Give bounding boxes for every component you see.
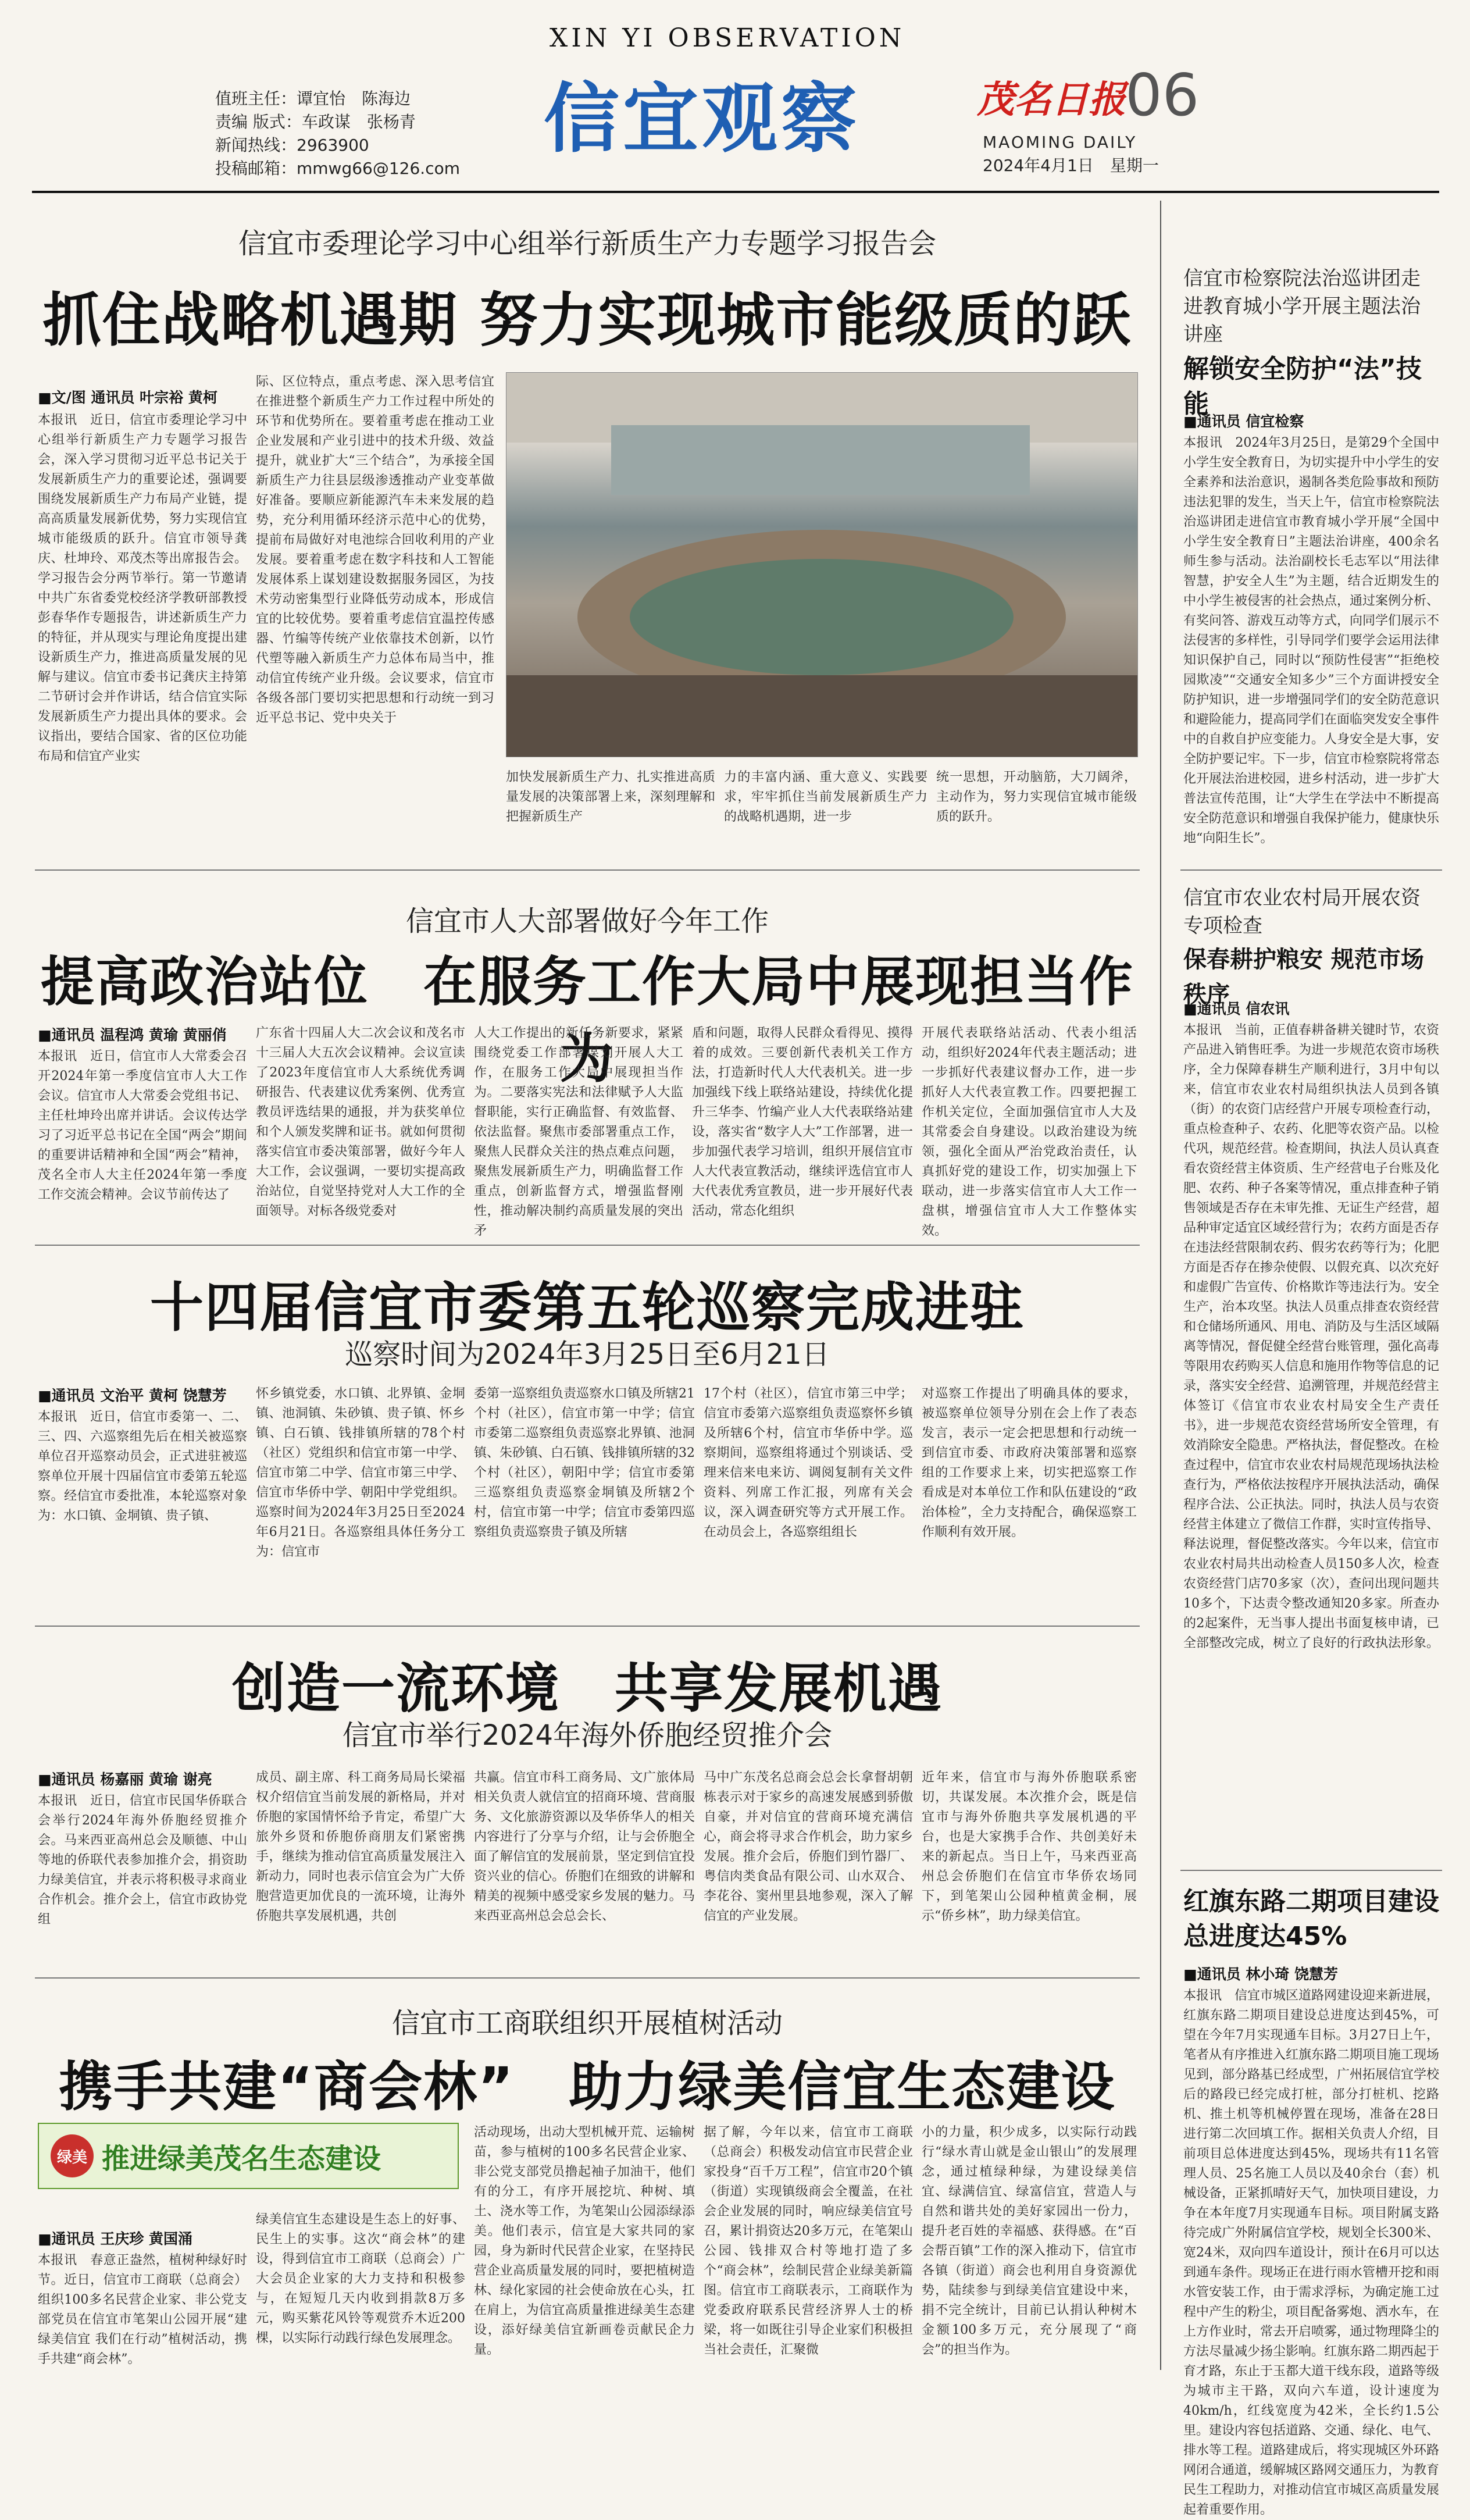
- meeting-photo-illustration: [506, 373, 1137, 757]
- article5-byline: ■通讯员 王庆珍 黄国涌: [38, 2230, 193, 2247]
- sidebar1-body: 本报讯 2024年3月25日，是第29个全国中小学生安全教育日，为切实提升中小学生的安全素养和法治意识，遏制各类危险事故和预防违法犯罪的发生，当天上午，信宜市检察院法治巡讲团走进信宜市教育城小学开展“全国中小学生安全教育日”主题法治讲座，400余名师生参与活动。法治副校长毛志军以“用法律智慧，护安全人生”为主题，结合近期发生的中小学生被侵害的社会热点，通过案例分析、有奖问答、游戏互动等方式，向同学们展示不法侵害的多样性，引导同学们要学会运用法律知识保护自己，同时以“预防性侵害”“拒绝校园欺凌”“交通安全知多少”三个方面讲授安全防护知识，进一步增强同学们的安全防范意识和避险能力，提高同学们在面临突发安全事件中的自救自护应变能力。人身安全是大事，安全防护要记牢。下一步，信宜市检察院将常态化开展法治进校园，进乡村活动，进一步扩大普法宣传范围，让“大学生在学法中不断提高安全防范意识和增强自我保护能力，健康快乐地“向阳生长”。: [1183, 436, 1440, 846]
- article3-col5: 对巡察工作提出了明确具体的要求，被巡察单位领导分别在会上作了表态发言，表示一定会把思想和行动统一到信宜市委、市政府决策部署和巡察组的工作要求上来，切实把巡察工作看成是对本单位工作和队伍建设的“政治体检”，全力支持配合，确保巡察工作顺利有效开展。: [922, 1386, 1137, 1539]
- article4-col1: 本报讯 近日，信宜市民国华侨联合会举行2024年海外侨胞经贸推介会。马来西亚高州总会及顺德、中山等地的侨联代表参加推介会，捐资助力绿美信宜，并表示将积极寻求商业合作机会。推介会上，信宜市政协党组: [38, 1794, 247, 1927]
- article4-bottom-rule: [35, 1977, 1140, 1979]
- article3-subhead: 巡察时间为2024年3月25日至6月21日: [345, 1338, 830, 1371]
- article3-col1: 本报讯 近日，信宜市委第一、二、三、四、六巡察组先后在相关被巡察单位召开巡察动员会，正式进驻被巡察单位开展十四届信宜市委第五轮巡察。经信宜市委批准，本轮巡察对象为：水口镇、金垌镇、贵子镇、: [38, 1410, 247, 1523]
- article2-col2: 广东省十四届人大二次会议和茂名市十三届人大五次会议精神。会议宣读了2023年度信宜市人大系统优秀调研报告、代表建议优秀案例、优秀宣教员评选结果的通报，并为获奖单位和个人颁发奖牌和证书。就如何贯彻落实信宜市委决策部署，做好今年人大工作，会议强调，一要切实提高政治站位，自觉坚持党对人大工作的全面领导。对标各级党委对: [256, 1026, 465, 1218]
- article2-headline: 提高政治站位 在服务工作大局中展现担当作为: [40, 951, 1134, 1090]
- article4-col4: 马中广东茂名总商会总会长拿督胡朝栋表示对于家乡的高速发展感到骄傲自豪，并对信宜的营商环境充满信心，商会将寻求合作机会，助力家乡发展。推介会后，侨胞们到竹器厂、粤信肉类食品有限公司、山水双合、李花谷、窦州里县地参观，深入了解信宜的产业发展。: [704, 1770, 913, 1923]
- sidebar-divider: [1160, 201, 1161, 2370]
- article3-col3: 委第一巡察组负责巡察水口镇及所辖21个村（社区），信宜市第一中学；信宜市委第二巡察组负责巡察北界镇、池洞镇、朱砂镇、白石镇、钱排镇所辖的32个村（社区），朝阳中学；信宜市委第三巡察组负责巡察金垌镇及所辖2个村，信宜市第一中学；信宜市委第四巡察组负责巡察贵子镇及所辖: [474, 1386, 695, 1539]
- masthead-email: 投稿邮箱：mmwg66@126.com: [215, 159, 460, 178]
- sidebar1-byline: ■通讯员 信宜检察: [1183, 413, 1304, 430]
- article1-col1: 本报讯 近日，信宜市委理论学习中心组举行新质生产力专题学习报告会，深入学习贯彻习近平总书记关于发展新质生产力的重要论述，强调要围绕发展新质生产力布局产业链，提高高质量发展新优势，努力实现信宜城市能级质的跃升。信宜市领导龚庆、杜坤玲、邓茂杰等出席报告会。学习报告会分两节举行。第一节邀请中共广东省委党校经济学教研部教授彭春华作专题报告，讲述新质生产力的特征，并从现实与理论角度提出建设新质生产力，推进高质量发展的见解与建议。信宜市委书记龚庆主持第二节研讨会并作讲话，结合信宜实际发展新质生产力提出具体的要求。会议指出，要结合国家、省的区位功能布局和信宜产业实: [38, 413, 247, 764]
- article4-col2: 成员、副主席、科工商务局局长梁福权介绍信宜当前发展的新格局，并对侨胞的家国情怀给予肯定，希望广大旅外乡贤和侨胞侨商朋友们紧密携手，继续为推动信宜高质量发展注入新动力，同时也表示信宜会为广大侨胞营造更加优良的一流环境，让海外侨胞共享发展机遇，共创: [256, 1770, 465, 1923]
- page-number: 06: [1125, 61, 1200, 129]
- sidebar2-headline: 保春耕护粮安 规范市场秩序: [1183, 946, 1424, 1008]
- sidebar1-headline: 解锁安全防护“法”技能: [1183, 354, 1422, 419]
- article2-col5: 开展代表联络站活动、代表小组活动，组织好2024年代表主题活动；进一步抓好代表建议督办工作，进一步抓好人大代表宣教工作。四要把握工作机关定位，全面加强信宜市人大及其常委会自身建设。以政治建设为统领，强化全面从严治党政治责任，认真抓好党的建设工作，切实加强上下联动，进一步落实信宜市人大工作一盘棋，增强信宜市人大工作整体实效。: [922, 1026, 1137, 1238]
- sidebar1-bottom-rule: [1180, 869, 1442, 871]
- article3-headline: 十四届信宜市委第五轮巡察完成进驻: [149, 1277, 1025, 1339]
- masthead-english: XIN YI OBSERVATION: [550, 23, 905, 53]
- article4-subhead: 信宜市举行2024年海外侨胞经贸推介会: [342, 1719, 833, 1752]
- sidebar2-body: 本报讯 当前，正值春耕备耕关键时节，农资产品进入销售旺季。为进一步规范农资市场秩序，全力保障春耕生产顺利进行，3月中旬以来，信宜市农业农村局组织执法人员到各镇（街）的农资门店经营户开展专项检查行动，重点检查种子、农药、化肥等农资产品。以检代巩，规范经营。检查期间，执法人员认真查看农资经营主体资质、生产经营电子台账及化肥、农药、种子各案等情况，重点排查种子销售领域是否存在未审先推、无证生产经营，超品种审定适宜区域经营行为；农药方面是否存在违法经营限制农药、假劣农药等行为；化肥方面是否存在掺杂使假、以假充真、以次充好和虚假广告宣传、价格欺诈等违法行为。安全生产，治本攻坚。执法人员重点排查农资经营和仓储场所通风、用电、消防及与生活区域隔离等情况，督促健全经营台账管理，强化高毒等限用农药购买人信息和施用作物等信息的记录，落实安全经营、追溯管理，并规范经营主体签订《信宜市农业农村局安全生产责任书》，进一步规范农资经营场所安全管理，有效消除安全隐患。严格执法，督促整改。在检查过程中，信宜市农业农村局规范现场执法检查行为，严格依法按程序开展执法活动，确保程序合法、公正执法。同时，执法人员与农资经营主体建立了微信工作群，实时宣传指导、释法说理，督促整改落实。今年以来，信宜市农业农村局共出动检查人员150多人次，检查农资经营门店70多家（次），查问出现问题共10多个，下达责令整改通知20多家。所查办的2起案件，无当事人提出书面复核申请，已全部整改完成，树立了良好的行政执法形象。: [1183, 1023, 1440, 1651]
- article5-col5: 小的力量，积少成多，以实际行动践行“绿水青山就是金山银山”的发展理念，通过植绿种绿，为建设绿美信宜、绿满信宜、绿富信宜，营造人与自然和谐共处的美好家园出一份力，提升老百姓的幸福感、获得感。在“百会帮百镇”工作的深入推动下，信宜市各镇（街道）商会也利用自身资源优势，陆续参与到绿美信宜建设中来，捐不完全统计，目前已认捐认种树木金额100多万元，充分展现了“商会”的担当作为。: [922, 2125, 1137, 2357]
- article5-col3: 活动现场，出动大型机械开荒、运输树苗，参与植树的100多名民营企业家、非公党支部党员撸起袖子加油干，他们有的分工，有序开展挖坑、种树、填土、浇水等工作，为笔架山公园添绿添美。他们表示，信宜是大家共同的家园，身为新时代民营企业家，在坚持民营企业高质量发展的同时，要把植树造林、绿化家园的社会使命放在心头，扛在肩上，为信宜高质量推进绿美生态建设，添好绿美信宜新画卷贡献民企力量。: [474, 2125, 695, 2357]
- article1-col4: 力的丰富内涵、重大意义、实践要求，牢牢抓住当前发展新质生产力的战略机遇期，进一步: [724, 770, 927, 824]
- article5-kicker: 信宜市工商联组织开展植树活动: [391, 2007, 783, 2040]
- article1-kicker: 信宜市委理论学习中心组举行新质生产力专题学习报告会: [238, 227, 936, 260]
- article1-col3: 加快发展新质生产力、扎实推进高质量发展的决策部署上来，深刻理解和把握新质生产: [506, 770, 715, 824]
- article3-col2: 怀乡镇党委，水口镇、北界镇、金垌镇、池洞镇、朱砂镇、贵子镇、怀乡镇、白石镇、钱排镇所辖的78个村（社区）党组织和信宜市第一中学、信宜市第二中学、信宜市第三中学、信宜市华侨中学、朝阳中学党组织。巡察时间为2024年3月25日至2024年6月21日。各巡察组具体任务分工为：信宜市: [256, 1386, 465, 1559]
- article2-byline: ■通讯员 温程鸿 黄瑜 黄丽俏: [38, 1026, 227, 1043]
- issue-date: 2024年4月1日 星期一: [983, 156, 1159, 175]
- article3-byline: ■通讯员 文治平 黄柯 饶慧芳: [38, 1387, 227, 1404]
- masthead-title: 信宜观察: [544, 74, 861, 163]
- article5-col1: 本报讯 春意正盎然，植树种绿好时节。近日，信宜市工商联（总商会）组织100多名民营企业家、非公党支部党员在信宜市笔架山公园开展“建绿美信宜 我们在行动”植树活动，携手共建“商会林”。: [38, 2253, 247, 2366]
- banner-text: 推进绿美茂名生态建设: [102, 2142, 381, 2175]
- sidebar2-bottom-rule: [1180, 1870, 1442, 1871]
- article1-col2: 际、区位特点，重点考虑、深入思考信宜在推进整个新质生产力工作过程中所处的环节和优势所在。要着重考虑在推动工业企业发展和产业引进中的技术升级、效益提升，就业扩大“三个结合”，为承接全国新质生产力往县层级渗透推动产业变革做好准备。要顺应新能源汽车未来发展的趋势，充分利用循环经济示范中心的优势，提前布局做好对电池综合回收利用的产业发展。要着重考虑在数字科技和人工智能发展体系上谋划建设数据服务园区，为技术劳动密集型行业降低劳动成本，形成信宜的比较优势。要着重考虑信宜温控传感器、竹编等传统产业依靠技术创新，以竹代塑等融入新质生产力总体布局当中，推动信宜传统产业升级。会议要求，信宜市各级各部门要切实把思想和行动统一到习近平总书记、党中央关于: [256, 375, 494, 725]
- sidebar2-kicker: 信宜市农业农村局开展农资专项检查: [1183, 886, 1421, 938]
- article4-headline: 创造一流环境 共享发展机遇: [231, 1658, 943, 1720]
- masthead-layout: 责编 版式：车政谋 张杨青: [215, 112, 416, 131]
- masthead-editor: 值班主任：谭宜怡 陈海边: [215, 89, 411, 108]
- masthead-rule: [32, 191, 1439, 193]
- article1-col5: 统一思想，开动脑筋，大刀阔斧，主动作为，努力实现信宜城市能级质的跃升。: [936, 770, 1137, 824]
- article5-headline: 携手共建“商会林” 助力绿美信宜生态建设: [59, 2056, 1116, 2118]
- article3-col4: 17个村（社区），信宜市第三中学；信宜市委第六巡察组负责巡察怀乡镇及所辖6个村，信宜市华侨中学。巡察期间，巡察组将通过个别谈话、受理来信来电来访、调阅复制有关文件资料、列席工作汇报，列席有关会议，深入调查研究等方式开展工作。在动员会上，各巡察组组长: [704, 1386, 913, 1539]
- article4-col5: 近年来，信宜市与海外侨胞联系密切，共谋发展。本次推介会，既是信宜市与海外侨胞共享发展机遇的平台，也是大家携手合作、共创美好未来的新起点。当日上午，马来西亚高州总会侨胞们在信宜市华侨农场同下，到笔架山公园种植黄金桐，展示“侨乡林”，助力绿美信宜。: [922, 1770, 1137, 1923]
- paper-english: MAOMING DAILY: [983, 133, 1137, 152]
- article1-byline: ■文/图 通讯员 叶宗裕 黄柯: [38, 389, 217, 406]
- masthead-hotline: 新闻热线：2963900: [215, 136, 369, 155]
- article2-bottom-rule: [35, 1245, 1140, 1246]
- article2-col1: 本报讯 近日，信宜市人大常委会召开2024年第一季度信宜市人大工作会议。信宜市人大常委会党组书记、主任杜坤玲出席并讲话。会议传达学习了习近平总书记在全国“两会”期间的重要讲话精神和全国“两会”精神，茂名全市人大主任2024年第一季度工作交流会精神。会议节前传达了: [38, 1049, 247, 1202]
- sidebar1-kicker: 信宜市检察院法治巡讲团走进教育城小学开展主题法治讲座: [1183, 267, 1421, 346]
- article4-col3: 共赢。信宜市科工商务局、文广旅体局相关负责人就信宜的招商环境、营商服务、文化旅游资源以及华侨华人的相关内容进行了分享与介绍，让与会侨胞全面了解信宜的发展前景，坚定到信宜投资兴业的信心。侨胞们在细致的讲解和精美的视频中感受家乡发展的魅力。马来西亚高州总会总会长、: [474, 1770, 695, 1923]
- article2-col3: 人大工作提出的新任务新要求，紧紧围绕党委工作部署谋划开展人大工作，在服务工作大局中展现担当作为。二要落实宪法和法律赋予人大监督职能，实行正确监督、有效监督、依法监督。聚焦市委部署重点工作，聚焦人民群众关注的热点难点问题，聚焦发展新质生产力，明确监督工作重点，创新监督方式，增强监督刚性，推动解决制约高质量发展的突出矛: [474, 1026, 683, 1238]
- article2-col4: 盾和问题，取得人民群众看得见、摸得着的成效。三要创新代表机关工作方法，打造新时代人大代表机关。进一步加强线下线上联络站建设，持续优化提升三华李、竹编产业人大代表联络站建设，落实省“数字人大”工作部署，进一步加强代表学习培训，组织开展信宜市人大代表宣教活动，继续评选信宜市人大代表优秀宣教员，进一步开展好代表活动，常态化组织: [692, 1026, 913, 1218]
- article1-headline: 抓住战略机遇期 努力实现城市能级质的跃: [42, 286, 1132, 354]
- article1-bottom-rule: [35, 869, 1140, 871]
- article3-bottom-rule: [35, 1626, 1140, 1627]
- sidebar3-byline: ■通讯员 林小琦 饶慧芳: [1183, 1966, 1339, 1983]
- paper-logo: 茂名日报: [977, 78, 1126, 122]
- article5-col2: 绿美信宜生态建设是生态上的好事、民生上的实事。这次“商会林”的建设，得到信宜市工商联（总商会）广大会员企业家的大力支持和积极参与，在短短几天内收到捐款8万多元，购买紫花风铃等观赏乔木近200棵，以实际行动践行绿色发展理念。: [256, 2212, 465, 2346]
- article5-col4: 据了解，今年以来，信宜市工商联（总商会）积极发动信宜市民营企业家投身“百千万工程”，信宜市20个镇（街道）实现镇级商会全覆盖，在社会企业发展的同时，响应绿美信宜号召，累计捐资达20多万元，在笔架山公园、钱排双合村等地打造了多个“商会林”，绘制民营企业绿美新篇图。信宜市工商联表示，工商联作为党委政府联系民营经济界人士的桥梁，将一如既往引导企业家们积极担当社会责任，汇聚微: [704, 2125, 913, 2357]
- article1-photo: [506, 372, 1138, 757]
- sidebar3-headline: 红旗东路二期项目建设总进度达45%: [1183, 1887, 1439, 1951]
- sidebar2-byline: ■通讯员 信农讯: [1183, 1000, 1290, 1017]
- article5-banner: [38, 2123, 459, 2189]
- article2-kicker: 信宜市人大部署做好今年工作: [405, 905, 769, 938]
- sidebar3-body: 本报讯 信宜市城区道路网建设迎来新进展，红旗东路二期项目建设总进度达到45%，可望在今年7月实现通车目标。3月27日上午，笔者从有序推进入红旗东路二期项目施工现场见到，部分路基已经成型，广州拓展信宜学校后的路段已经完成打桩，部分打桩机、挖路机、推土机等机械停置在现场，准备在28日进行第二次回填工作。据相关负责人介绍，目前项目总体进度达到45%，现场共有11名管理人员、25名施工人员以及40余台（套）机械设备，正紧抓晴好天气，加快项目建设，力争在本年度7月实现通车目标。项目附属支路待完成广外附属信宜学校，规划全长300米、宽24米，双向四车道设计，预计在6月可以达到通车条件。现场正在进行雨水管槽开挖和雨水管安装工作，由于需求浮标，为确定施工过程中产生的粉尘，项目配备雾炮、洒水车，在上方作业时，常去开启喷雾，通过物理降尘的方法尽量减少扬尘影响。红旗东路二期西起于育才路，东止于玉都大道干线东段，道路等级为城市主干路，双向六车道，设计速度为40km/h，红线宽度为42米，全长约1.5公里。建设内容包括道路、交通、绿化、电气、排水等工程。道路建成后，将实现城区外环路网闭合通道，缓解城区路网交通压力，为教育民生工程助力，对推动信宜市城区高质量发展起着重要作用。: [1183, 1988, 1440, 2517]
- green-badge-icon: 绿美: [51, 2134, 94, 2177]
- article4-byline: ■通讯员 杨嘉丽 黄瑜 谢亮: [38, 1771, 212, 1788]
